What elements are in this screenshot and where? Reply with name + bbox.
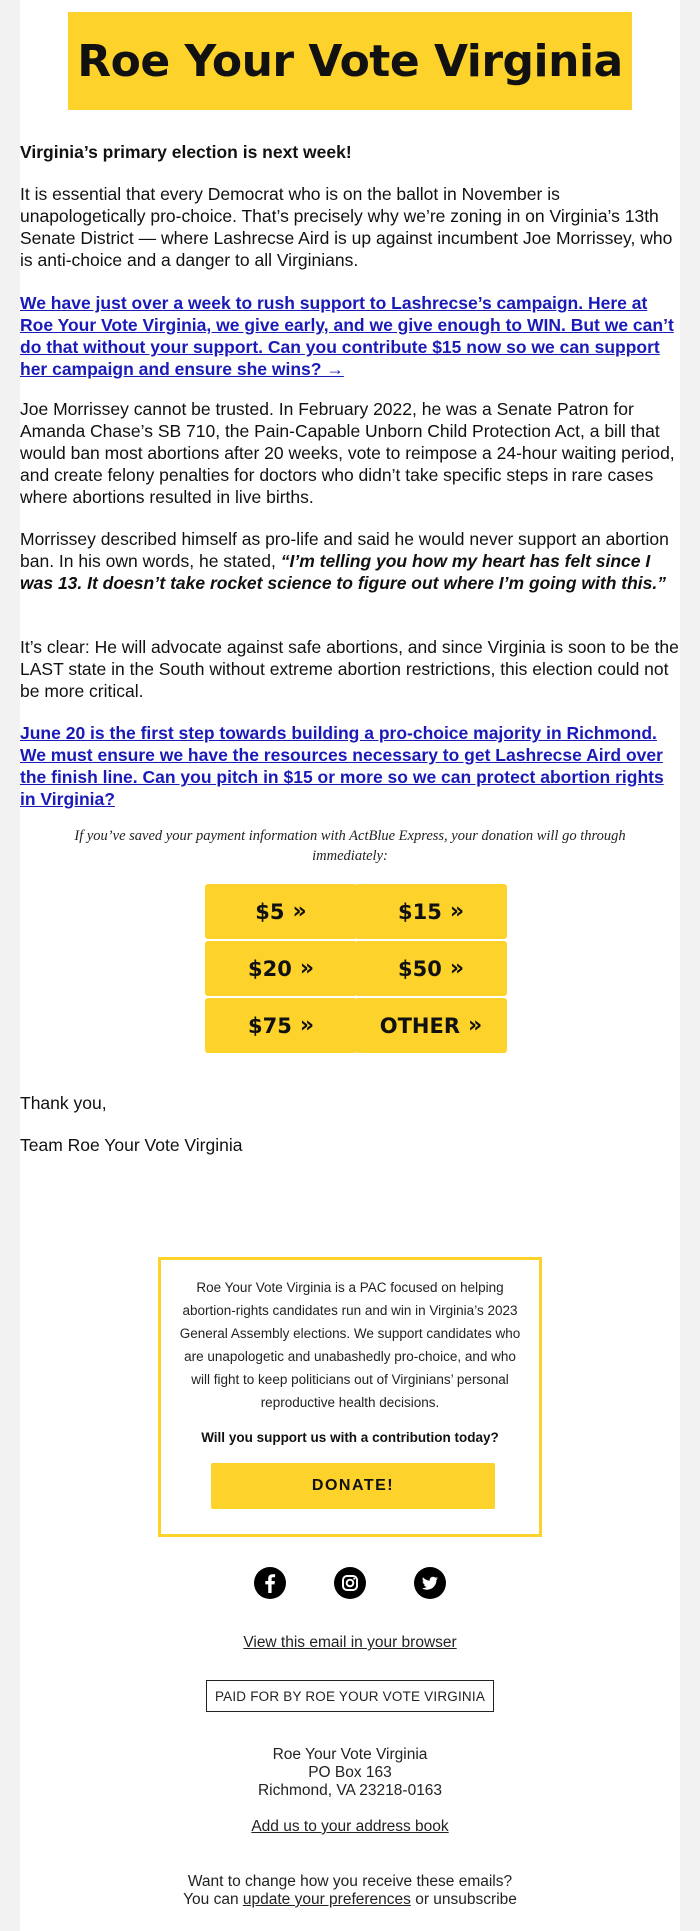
donate-20-button[interactable]: $20 » bbox=[205, 941, 357, 996]
chevron-right-icon: » bbox=[449, 899, 465, 924]
headline: Virginia’s primary election is next week! bbox=[20, 142, 352, 162]
email-container bbox=[20, 0, 680, 1931]
banner-title: Roe Your Vote Virginia bbox=[77, 35, 623, 87]
address-book-link[interactable]: Add us to your address book bbox=[251, 1818, 449, 1835]
facebook-icon[interactable] bbox=[254, 1567, 286, 1599]
header-banner bbox=[68, 12, 632, 110]
address-book-line bbox=[20, 1818, 680, 1836]
preferences-line: You can update your preferences or unsubscribe bbox=[183, 1891, 517, 1908]
donate-50-button[interactable]: $50 » bbox=[355, 941, 507, 996]
org-name: Roe Your Vote Virginia bbox=[272, 1746, 428, 1763]
donate-75-button[interactable]: $75 » bbox=[205, 998, 357, 1053]
donate-other-button[interactable]: OTHER » bbox=[355, 998, 507, 1053]
view-in-browser-link[interactable]: View this email in your browser bbox=[243, 1634, 457, 1651]
chevron-right-icon: » bbox=[449, 956, 465, 981]
paid-for-disclaimer: PAID FOR BY ROE YOUR VOTE VIRGINIA bbox=[206, 1680, 494, 1712]
cta-link-2[interactable]: June 20 is the first step towards building a pro-choice majority in Richmond. We must ensure we have the resources necessary to get Lashrecse Aird over the finish line. Can you pitch in $15 or more so we can protect abortion rights in Virginia? bbox=[20, 723, 664, 809]
donate-15-button[interactable]: $15 » bbox=[355, 884, 507, 939]
update-preferences-link[interactable]: update your preferences bbox=[242, 1891, 411, 1908]
chevron-right-icon: » bbox=[299, 1013, 315, 1038]
pac-info-box bbox=[158, 1257, 542, 1537]
paragraph-intro: It is essential that every Democrat who is on the ballot in November is unapologetically pro-choice. That’s precisely why we’re zoning in on Virginia’s 13th Senate District — where Lashrecse Aird is up against incumbent Joe Morrissey, who is anti-choice and a danger to all Virginians. bbox=[20, 184, 673, 270]
pac-ask: Will you support us with a contribution today? bbox=[201, 1430, 499, 1445]
closing-signature: Team Roe Your Vote Virginia bbox=[20, 1135, 243, 1155]
paragraph-critical: It’s clear: He will advocate against safe abortions, and since Virginia is soon to be the LAST state in the South without extreme abortion restrictions, this election could not be more critical. bbox=[20, 637, 679, 701]
actblue-express-note: If you’ve saved your payment information with ActBlue Express, your donation will go through immediately: bbox=[74, 828, 626, 864]
chevron-right-icon: » bbox=[292, 899, 307, 924]
instagram-icon[interactable] bbox=[334, 1567, 366, 1599]
chevron-right-icon: » bbox=[468, 1013, 483, 1038]
morrissey-quote: “I’m telling you how my heart has felt since I was 13. It doesn’t take rocket science to figure out where I’m going with this.” bbox=[20, 551, 667, 593]
view-in-browser-line bbox=[20, 1634, 680, 1652]
cta-paragraph-2 bbox=[20, 722, 680, 810]
cta-paragraph-1 bbox=[20, 292, 680, 380]
donate-button[interactable]: DONATE! bbox=[211, 1463, 495, 1509]
paragraph-quote: Morrissey described himself as pro-life and said he would never support an abortion ban. In his own words, he stated, “I’m telling you how my heart has felt since I was 13. It doesn’t take rocket science to figure out where I’m going with this.” bbox=[20, 529, 669, 593]
twitter-icon[interactable] bbox=[414, 1567, 446, 1599]
city-address: Richmond, VA 23218-0163 bbox=[257, 1782, 443, 1799]
chevron-right-icon: » bbox=[299, 956, 315, 981]
donate-5-button[interactable]: $5 » bbox=[205, 884, 357, 939]
closing-thanks: Thank you, bbox=[20, 1093, 107, 1113]
cta-link-1[interactable]: We have just over a week to rush support to Lashrecse’s campaign. Here at Roe Your Vote Virginia, we give early, and we give enough to WIN. But we can’t do that without your support. Can you contribute $15 now so we can support her campaign and ensure she wins? → bbox=[20, 293, 674, 379]
po-box: PO Box 163 bbox=[308, 1764, 392, 1781]
change-preferences-question: Want to change how you receive these emails? bbox=[187, 1873, 513, 1890]
pac-description: Roe Your Vote Virginia is a PAC focused on helping abortion-rights candidates run and win in Virginia’s 2023 General Assembly elections. We support candidates who are unapologetic and unabashedly pro-choice, and who will fight to keep politicians out of Virginians’ personal reproductive health decisions. bbox=[179, 1280, 521, 1410]
paragraph-morrissey: Joe Morrissey cannot be trusted. In February 2022, he was a Senate Patron for Amanda Chase’s SB 710, the Pain-Capable Unborn Child Protection Act, a bill that would ban most abortions after 20 weeks, vote to reimpose a 24-hour waiting period, and create felony penalties for doctors who didn’t take specific steps in rare cases where abortions resulted in live births. bbox=[20, 399, 675, 507]
